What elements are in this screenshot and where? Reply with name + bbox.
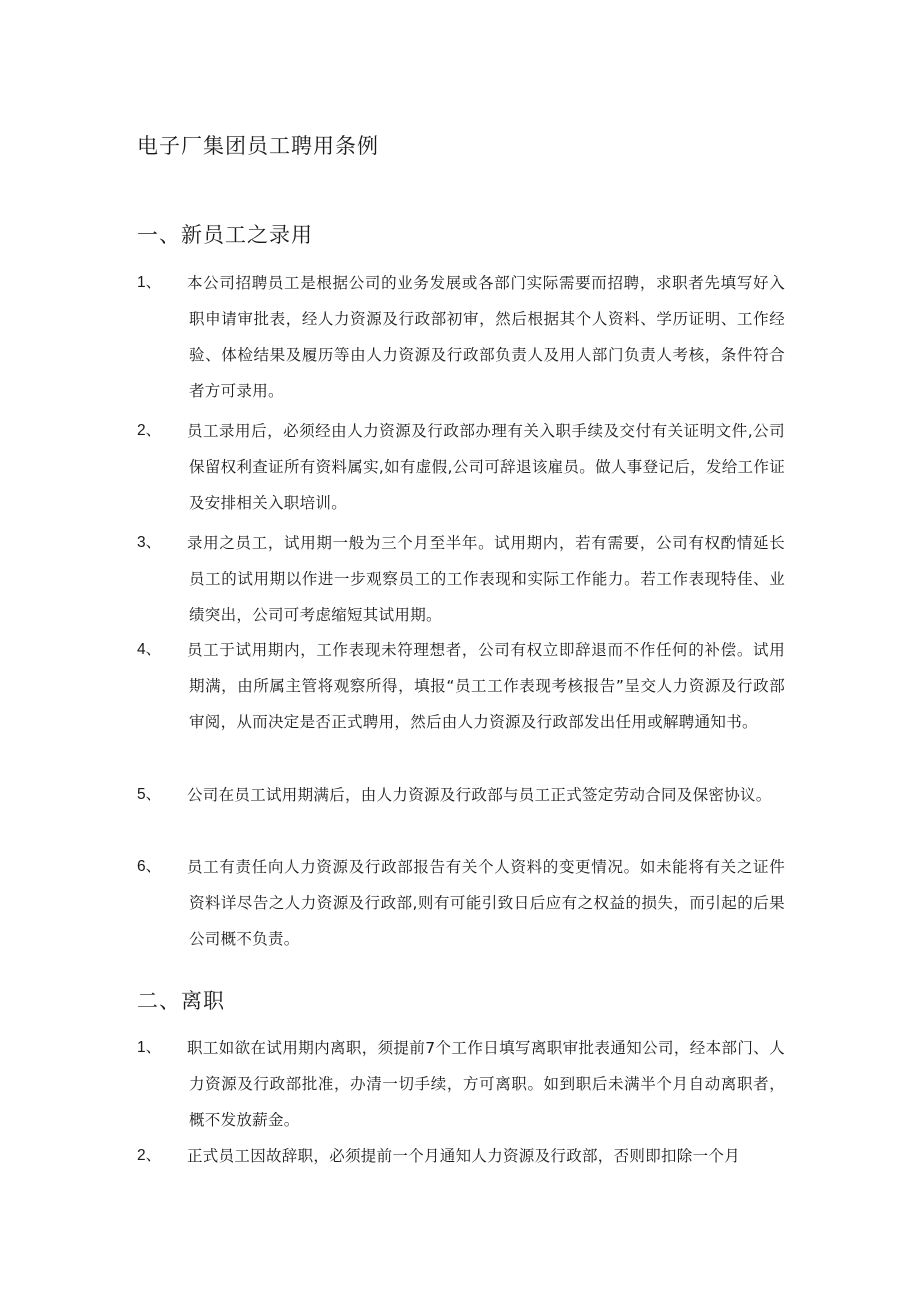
list-item — [137, 525, 797, 633]
section-heading-recruitment: 一、新员工之录用 — [137, 223, 313, 247]
item-number: 2、 — [137, 422, 162, 439]
item-number: 2、 — [137, 1147, 162, 1164]
item-number: 6、 — [137, 858, 162, 875]
item-text: 录用之员工，试用期一般为三个月至半年。试用期内，若有需要，公司有权酌情延长员工的试用期以作进一步观察员工的工作表现和实际工作能力。若工作表现特佳、业绩突出，公司可考虑缩短其试用期。 — [187, 534, 785, 624]
list-item — [137, 632, 797, 740]
item-text: 正式员工因故辞职，必须提前一个月通知人力资源及行政部，否则即扣除一个月 — [187, 1147, 741, 1165]
section-heading-resignation: 二、离职 — [137, 989, 225, 1013]
item-number: 1、 — [137, 1039, 162, 1056]
list-item — [137, 265, 797, 409]
item-text: 员工于试用期内，工作表现未符理想者，公司有权立即辞退而不作任何的补偿。试用期满，由所属主管将观察所得，填报“员工工作表现考核报告”呈交人力资源及行政部审阅，从而决定是否正式聘用，然后由人力资源及行政部发出任用或解聘通知书。 — [187, 641, 785, 731]
list-item — [137, 413, 797, 521]
list-item — [137, 1138, 797, 1174]
list-item — [137, 1030, 797, 1138]
list-item — [137, 777, 797, 813]
item-number: 5、 — [137, 786, 162, 803]
item-text: 员工有责任向人力资源及行政部报告有关个人资料的变更情况。如未能将有关之证件资料详尽告之人力资源及行政部,则有可能引致日后应有之权益的损失，而引起的后果公司概不负责。 — [187, 858, 785, 948]
item-text: 本公司招聘员工是根据公司的业务发展或各部门实际需要而招聘，求职者先填写好入职申请审批表，经人力资源及行政部初审，然后根据其个人资料、学历证明、工作经验、体检结果及履历等由人力资源及行政部负责人及用人部门负责人考核，条件符合者方可录用。 — [187, 274, 785, 400]
item-text: 员工录用后，必须经由人力资源及行政部办理有关入职手续及交付有关证明文件,公司保留权利查证所有资料属实,如有虚假,公司可辞退该雇员。做人事登记后，发给工作证及安排相关入职培训。 — [187, 422, 785, 512]
item-text: 职工如欲在试用期内离职，须提前7个工作日填写离职审批表通知公司，经本部门、人力资源及行政部批准，办清一切手续，方可离职。如到职后未满半个月自动离职者，概不发放薪金。 — [187, 1039, 785, 1129]
item-number: 1、 — [137, 274, 162, 291]
item-text: 公司在员工试用期满后，由人力资源及行政部与员工正式签定劳动合同及保密协议。 — [187, 786, 772, 804]
document-title: 电子厂集团员工聘用条例 — [137, 134, 379, 158]
list-item — [137, 849, 797, 957]
item-number: 4、 — [137, 641, 162, 658]
item-number: 3、 — [137, 534, 162, 551]
